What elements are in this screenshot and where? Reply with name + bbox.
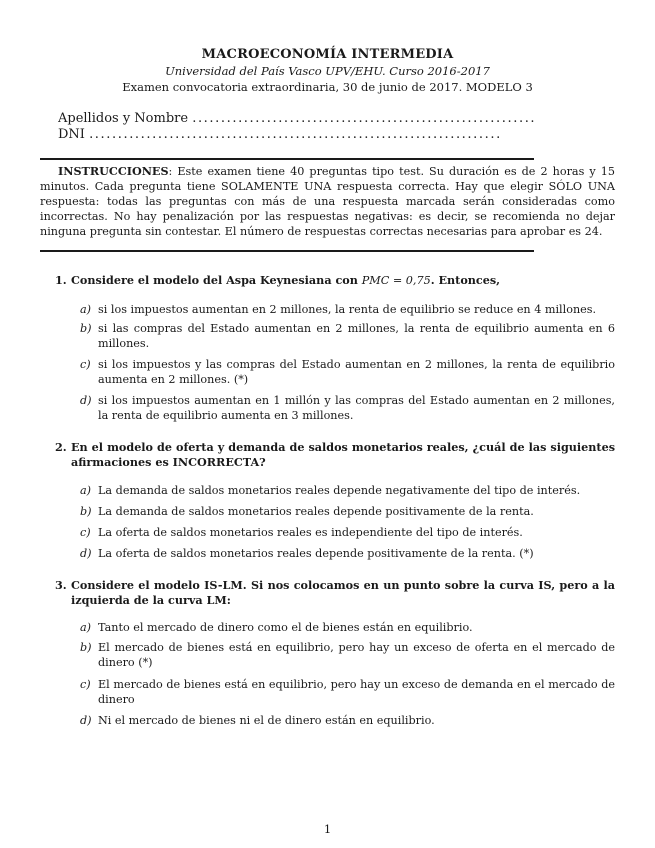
option-1d: d) si los impuestos aumentan en 1 millón y las compras del Estado aumentan en 2 millones, la renta de equilibrio aumenta en 3 millones. — [80, 394, 615, 422]
question-number: 1. — [55, 273, 67, 287]
instructions-block — [40, 164, 615, 239]
option-3c: c) El mercado de bienes está en equilibrio, pero hay un exceso de demanda en el mercado de dinero — [80, 678, 615, 706]
divider-top — [40, 158, 534, 160]
instructions-label: INSTRUCCIONES — [58, 164, 169, 178]
id-field — [58, 127, 613, 142]
question-1 — [55, 273, 615, 288]
id-label: DNI — [58, 127, 85, 142]
question-number: 2. — [55, 440, 67, 454]
option-2d: d) La oferta de saldos monetarios reales depende positivamente de la renta. (*) — [80, 547, 534, 560]
option-3b: b) El mercado de bienes está en equilibrio, pero hay un exceso de oferta en el mercado de dinero (*) — [80, 641, 615, 669]
name-dotted-line: ............................................................ — [192, 111, 537, 126]
option-3a: a) Tanto el mercado de dinero como el de bienes están en equilibrio. — [80, 621, 473, 634]
exam-subtitle: Universidad del País Vasco UPV/EHU. Curso 2016-2017 — [165, 64, 490, 78]
question-number: 3. — [55, 578, 67, 592]
question-3 — [55, 578, 615, 608]
name-field — [58, 111, 613, 126]
option-1c: c) si los impuestos y las compras del Estado aumentan en 2 millones, la renta de equilibrio aumenta en 2 millones. (*) — [80, 358, 615, 386]
question-2 — [55, 440, 615, 470]
page-number: 1 — [323, 822, 332, 836]
math-expression: PMC = 0,75 — [361, 274, 431, 287]
exam-info: Examen convocatoria extraordinaria, 30 de junio de 2017. MODELO 3 — [122, 80, 533, 94]
instructions-text: : Este examen tiene 40 preguntas tipo test. Su duración es de 2 horas y 15 minutos. Cada pregunta tiene SOLAMENTE UNA respuesta correcta. Hay que elegir SÓLO UNA respuesta: todas las preguntas con más de una respuesta marcada serán consideradas como incorrectas. No hay penalización por las respuestas negativas: es decir, se recomienda no dejar ninguna pregunta sin contestar. El número de respuestas correctas necesarias para aprobar es 24. — [40, 165, 615, 238]
divider-bottom — [40, 250, 534, 252]
name-label: Apellidos y Nombre — [58, 111, 189, 126]
option-2b: b) La demanda de saldos monetarios reales depende positivamente de la renta. — [80, 505, 534, 518]
exam-title: MACROECONOMÍA INTERMEDIA — [201, 47, 454, 62]
question-text: En el modelo de oferta y demanda de saldos monetarios reales, ¿cuál de las siguientes afirmaciones es INCORRECTA? — [71, 440, 615, 469]
question-text: Considere el modelo del Aspa Keynesiana con PMC = 0,75. Entonces, — [71, 273, 501, 287]
option-2c: c) La oferta de saldos monetarios reales es independiente del tipo de interés. — [80, 526, 523, 539]
option-2a: a) La demanda de saldos monetarios reales depende negativamente del tipo de interés. — [80, 484, 581, 497]
question-text: Considere el modelo IS-LM. Si nos colocamos en un punto sobre la curva IS, pero a la izquierda de la curva LM: — [71, 578, 615, 607]
id-dotted-line: ........................................................................ — [89, 127, 502, 142]
option-1a: a) si los impuestos aumentan en 2 millones, la renta de equilibrio se reduce en 4 millones. — [80, 303, 597, 316]
option-3d: d) Ni el mercado de bienes ni el de dinero están en equilibrio. — [80, 714, 435, 727]
option-1b: b) si las compras del Estado aumentan en 2 millones, la renta de equilibrio aumenta en 6 millones. — [80, 322, 615, 350]
